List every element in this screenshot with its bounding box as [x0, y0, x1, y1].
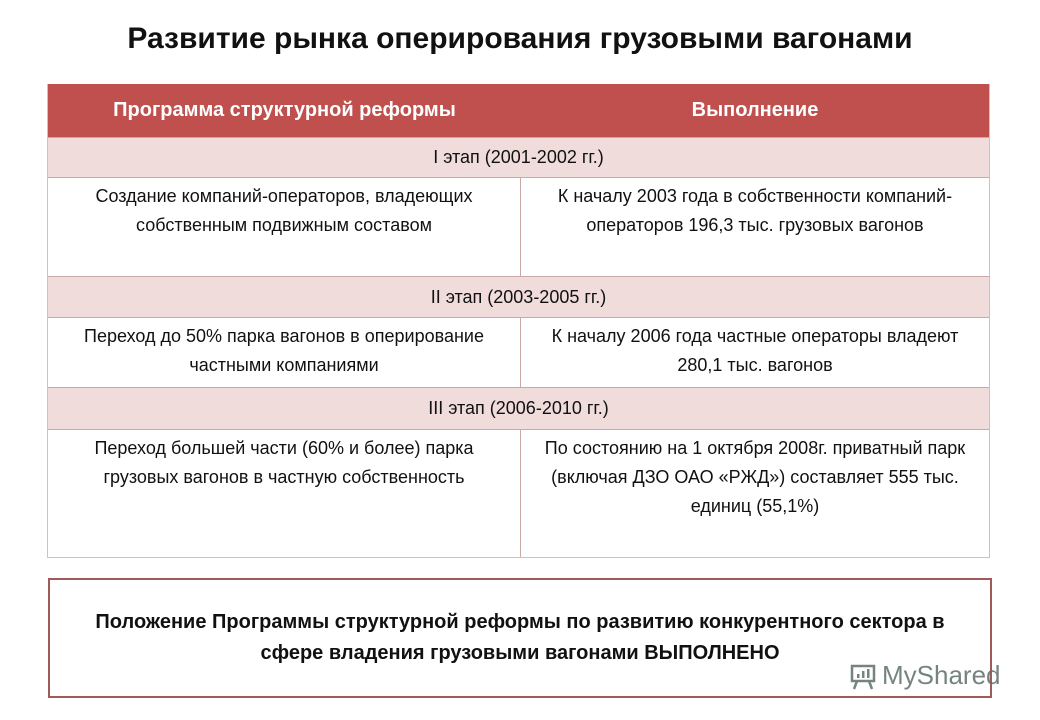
watermark-text: MyShared	[882, 660, 1001, 690]
stage-row-2: II этап (2003-2005 гг.)	[48, 276, 989, 317]
table-row	[48, 429, 989, 557]
table-row	[48, 177, 989, 276]
table-row	[48, 317, 989, 387]
slide-title: Развитие рынка оперирования грузовыми вагонами	[127, 22, 913, 55]
result-cell: К началу 2006 года частные операторы владеют 280,1 тыс. вагонов	[551, 326, 959, 375]
reform-table	[47, 84, 990, 558]
result-cell: К началу 2003 года в собственности компаний-операторов 196,3 тыс. грузовых вагонов	[557, 186, 953, 235]
conclusion-text: Положение Программы структурной реформы по развитию конкурентного сектора в сфере владения грузовыми вагонами ВЫПОЛНЕНО	[95, 611, 945, 664]
stage-row-1: I этап (2001-2002 гг.)	[48, 137, 989, 177]
program-cell: Переход большей части (60% и более) парка грузовых вагонов в частную собственность	[48, 430, 521, 557]
program-cell: Переход до 50% парка вагонов в оперирование частными компаниями	[48, 318, 521, 387]
presentation-board-icon	[848, 661, 878, 691]
program-cell: Создание компаний-операторов, владеющих собственным подвижным составом	[48, 178, 521, 276]
table-header	[48, 84, 989, 137]
result-cell: По состоянию на 1 октября 2008г. приватный парк (включая ДЗО ОАО «РЖД») составляет 555 тыс. единиц (55,1%)	[544, 438, 966, 516]
header-program: Программа структурной реформы	[113, 99, 456, 121]
stage-row-3: III этап (2006-2010 гг.)	[48, 387, 989, 429]
watermark	[848, 660, 1001, 691]
header-result: Выполнение	[691, 99, 819, 121]
